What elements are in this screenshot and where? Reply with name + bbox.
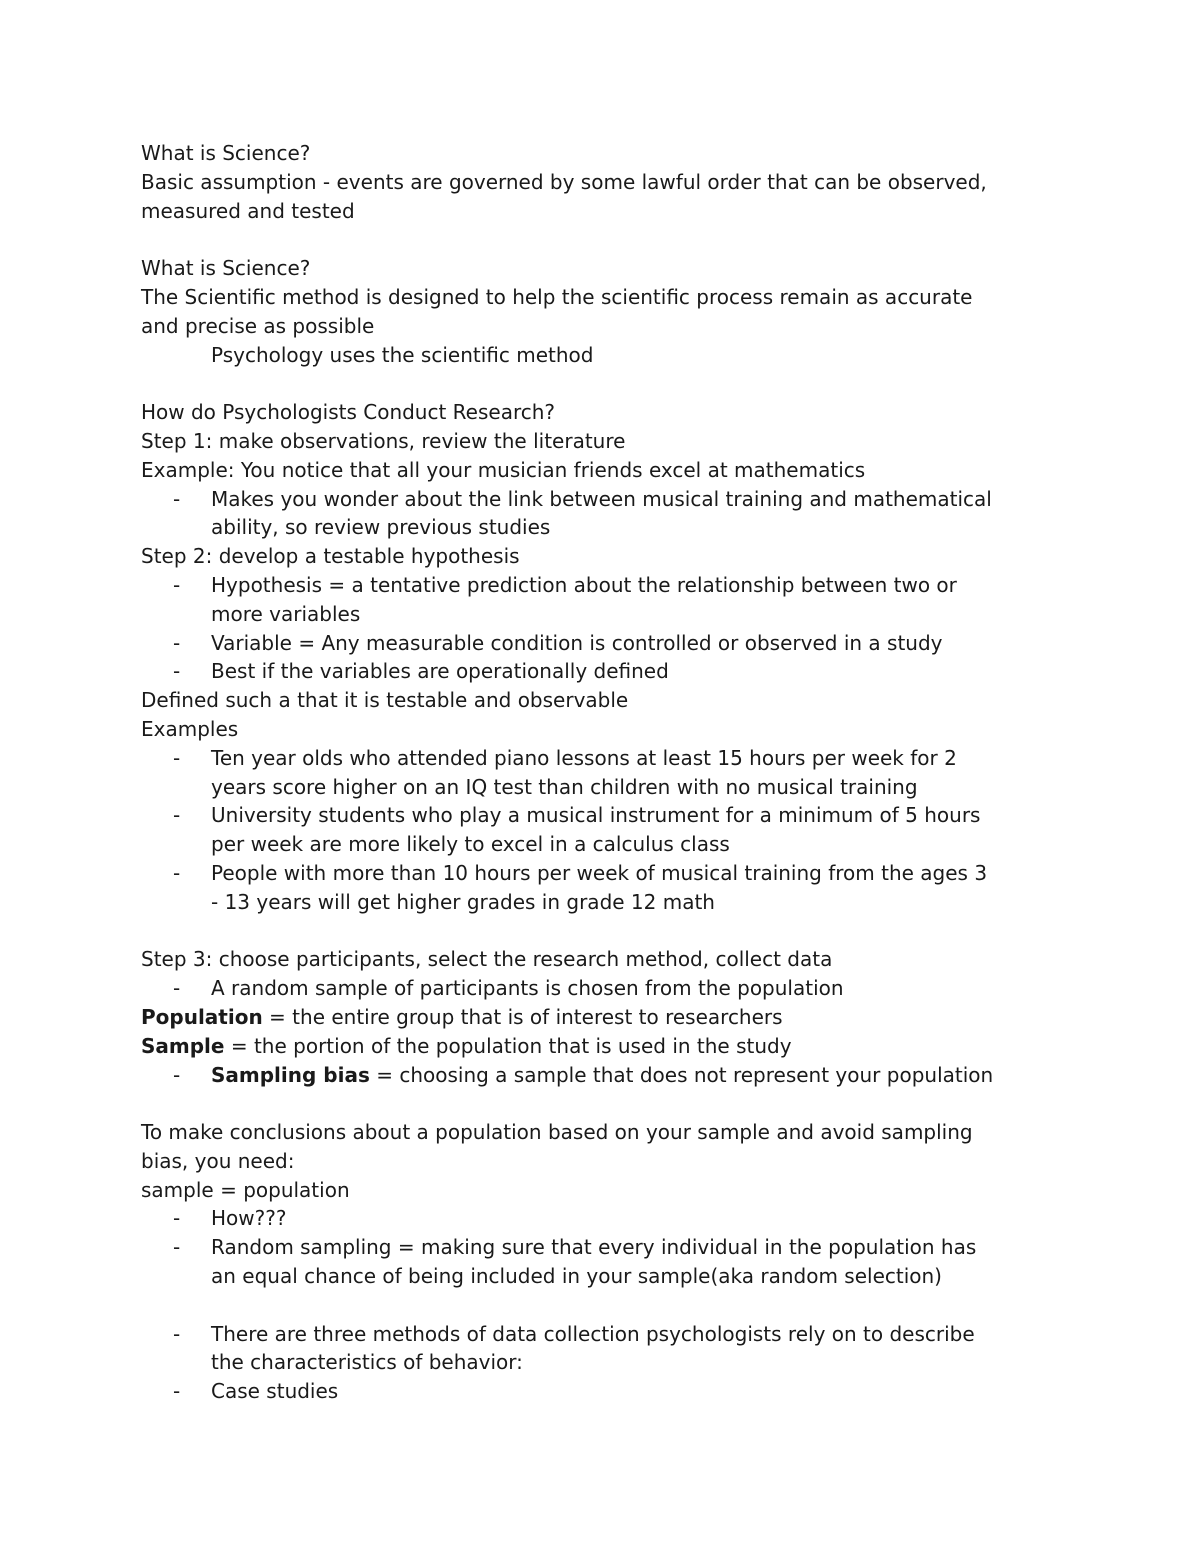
section-heading: What is Science? — [141, 141, 311, 165]
section-heading: How do Psychologists Conduct Research? — [141, 400, 556, 425]
bullet-dash: - — [173, 1379, 181, 1404]
bullet-dash: - — [173, 630, 181, 655]
equation-line: sample = population — [141, 1177, 350, 1202]
list-item: - There are three methods of data collection psychologists rely on to describe the characteristics of behavior: — [173, 1321, 975, 1375]
paragraph-line: To make conclusions about a population based on your sample and avoid sampling — [141, 1120, 973, 1145]
list-item: - Sampling bias = choosing a sample that does not represent your population — [141, 1061, 1071, 1090]
step-line: Step 2: develop a testable hypothesis — [141, 544, 520, 569]
blank-line — [141, 1089, 1071, 1118]
indented-line: Psychology uses the scientific method — [211, 342, 594, 367]
examples-label: Examples — [141, 716, 239, 741]
definition-sample: Sample = the portion of the population that is used in the study — [141, 1033, 792, 1058]
list-item: - How??? — [141, 1204, 1071, 1233]
bullet-dash: - — [173, 860, 181, 885]
list-item: - Hypothesis = a tentative prediction about the relationship between two or more variables — [173, 572, 957, 626]
list-item: - A random sample of participants is chosen from the population — [141, 974, 1071, 1003]
bullet-dash: - — [173, 976, 181, 1001]
list-item: - People with more than 10 hours per week of musical training from the ages 3 - 13 years will get higher grades in grade 12 math — [173, 860, 988, 914]
bullet-dash: - — [173, 659, 181, 684]
blank-line — [141, 1291, 1071, 1320]
paragraph-line: and precise as possible — [141, 313, 375, 338]
bullet-dash: - — [173, 1206, 181, 1231]
paragraph-line: The Scientific method is designed to help the scientific process remain as accurate — [141, 284, 973, 309]
blank-line — [141, 917, 1071, 946]
step-line: Step 3: choose participants, select the research method, collect data — [141, 947, 833, 972]
list-item: - Random sampling = making sure that every individual in the population has an equal chance of being included in your sample(aka random selection) — [173, 1235, 977, 1289]
list-item: - University students who play a musical instrument for a minimum of 5 hours per week are more likely to excel in a calculus class — [173, 803, 981, 857]
bullet-dash: - — [173, 803, 181, 828]
definition-population: Population = the entire group that is of interest to researchers — [141, 1004, 783, 1029]
paragraph-line: Basic assumption - events are governed by some lawful order that can be observed, — [141, 169, 987, 194]
bullet-dash: - — [173, 572, 181, 597]
paragraph-line: measured and tested — [141, 198, 355, 223]
document-page — [141, 139, 1071, 1406]
blank-line — [141, 225, 1071, 254]
paragraph-line: bias, you need: — [141, 1148, 295, 1173]
example-line: Example: You notice that all your musician friends excel at mathematics — [141, 457, 866, 482]
list-item: - Variable = Any measurable condition is controlled or observed in a study — [141, 629, 1071, 658]
bullet-dash: - — [173, 1062, 181, 1087]
term-sampling-bias: Sampling bias — [211, 1062, 370, 1087]
section-heading: What is Science? — [141, 256, 311, 281]
list-item: - Best if the variables are operationally defined — [141, 657, 1071, 686]
blank-line — [141, 369, 1071, 398]
paragraph-line: Defined such a that it is testable and observable — [141, 688, 629, 713]
list-item: - Ten year olds who attended piano lessons at least 15 hours per week for 2 years score higher on an IQ test than children with no musical training — [173, 745, 957, 799]
list-item: - Makes you wonder about the link between musical training and mathematical ability, so review previous studies — [173, 486, 992, 540]
list-item: - Case studies — [141, 1377, 1071, 1406]
bullet-dash: - — [173, 1321, 181, 1346]
term-population: Population — [141, 1004, 263, 1029]
term-sample: Sample — [141, 1033, 225, 1058]
bullet-dash: - — [173, 1235, 181, 1260]
step-line: Step 1: make observations, review the literature — [141, 428, 626, 453]
bullet-dash: - — [173, 745, 181, 770]
bullet-dash: - — [173, 486, 181, 511]
